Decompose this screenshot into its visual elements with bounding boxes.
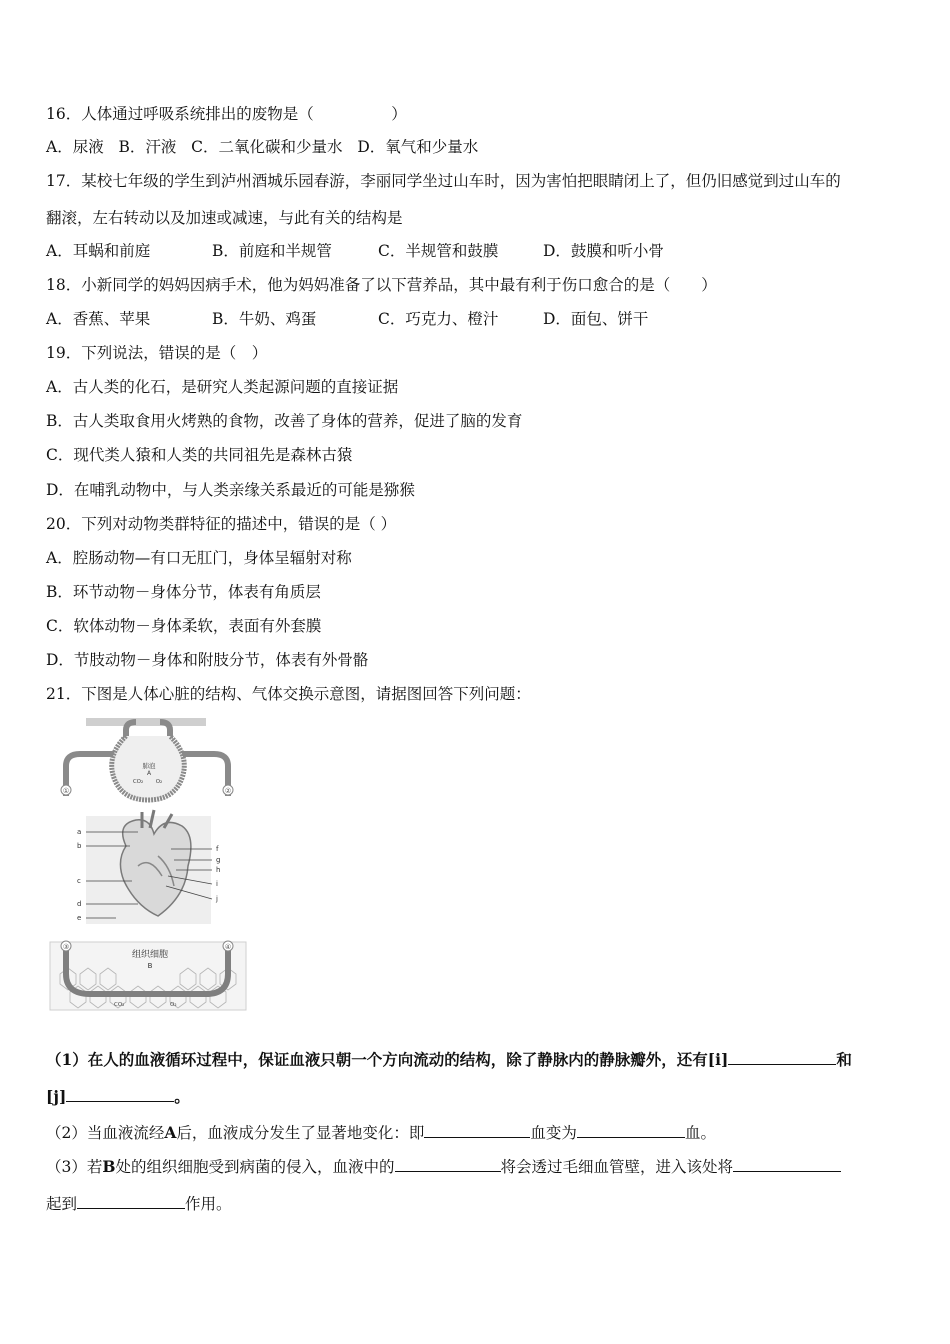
q21-sub3-mid1: 处的组织细胞受到病菌的侵入，血液中的	[115, 1158, 395, 1176]
alveolus-label: 肺泡	[142, 762, 156, 770]
circle-label-1-text: ①	[62, 787, 70, 795]
q21-stem: 21．下图是人体心脏的结构、气体交换示意图，请据图回答下列问题：	[46, 685, 531, 703]
q18-option-c[interactable]: C．巧克力、橙汁	[378, 310, 499, 328]
q21-sub3-blank-3[interactable]	[77, 1194, 185, 1209]
point-b-label: B	[147, 962, 153, 970]
q17-stem-line1: 17．某校七年级的学生到泸州酒城乐园春游，李丽同学坐过山车时，因为害怕把眼睛闭上了，但仍旧感觉到过山车的	[46, 172, 841, 190]
co2-label: CO₂	[132, 779, 144, 785]
heart-label-b: b	[77, 842, 82, 850]
q16-options	[46, 137, 478, 157]
q20-option-d[interactable]: D．节肢动物－身体和附肢分节，体表有外骨骼	[46, 651, 369, 669]
q21-sub2-mid1: 后，血液成分发生了显著地变化：即	[176, 1124, 425, 1142]
tissue-cell-label: 组织细胞	[131, 950, 169, 960]
alveolus-diagram	[61, 718, 233, 800]
heart-label-a: a	[77, 828, 82, 836]
circle-label-4-text: ④	[224, 943, 232, 951]
q19-stem: 19．下列说法，错误的是（ ）	[46, 344, 268, 362]
q21-sub3-prefix: （3）若	[46, 1158, 103, 1176]
q21-sub1-j-label: [j]	[46, 1087, 67, 1106]
q21-sub3-blank-1[interactable]	[395, 1157, 501, 1172]
tissue-o2-label: O₂	[170, 1002, 177, 1008]
q21-sub1-blank-i[interactable]	[728, 1050, 836, 1065]
heart-label-c: c	[77, 877, 81, 885]
tissue-diagram	[50, 941, 246, 1010]
q20-stem: 20．下列对动物类群特征的描述中，错误的是（ ）	[46, 515, 397, 533]
q18-stem: 18．小新同学的妈妈因病手术，他为妈妈准备了以下营养品，其中最有利于伤口愈合的是（ ）	[46, 276, 717, 294]
heart-label-g: g	[216, 856, 221, 864]
q16-option-a[interactable]: A．尿液	[46, 138, 104, 156]
q21-sub2	[46, 1123, 716, 1143]
q21-sub3-line2-prefix: 起到	[46, 1195, 78, 1213]
q21-sub3-b: B	[102, 1157, 116, 1176]
q21-sub2-mid2: 血变为	[530, 1124, 577, 1142]
q21-sub2-blank-1[interactable]	[424, 1123, 530, 1138]
q17-option-d[interactable]: D．鼓膜和听小骨	[543, 242, 664, 260]
heart-label-d: d	[77, 900, 82, 908]
heart-label-h: h	[216, 866, 221, 874]
q17-option-c[interactable]: C．半规管和鼓膜	[378, 242, 499, 260]
q17-option-b[interactable]: B．前庭和半规管	[212, 242, 332, 260]
q17-option-a[interactable]: A．耳蜗和前庭	[46, 242, 151, 260]
q21-sub3-line2	[46, 1194, 232, 1214]
q21-sub2-blank-2[interactable]	[577, 1123, 685, 1138]
q21-sub3-line1	[46, 1157, 841, 1177]
q21-sub1-line1	[46, 1050, 852, 1070]
q16-option-c[interactable]: C．二氧化碳和少量水	[191, 138, 343, 156]
q18-option-a[interactable]: A．香蕉、苹果	[46, 310, 151, 328]
q20-option-b[interactable]: B．环节动物－身体分节，体表有角质层	[46, 583, 321, 601]
tissue-co2-label: CO₂	[114, 1002, 125, 1008]
q21-sub1-end: 。	[174, 1087, 190, 1106]
q18-option-d[interactable]: D．面包、饼干	[543, 310, 649, 328]
circle-label-2-text: ②	[224, 787, 232, 795]
q16-option-b[interactable]: B．汗液	[118, 138, 177, 156]
q20-option-c[interactable]: C．软体动物－身体柔软，表面有外套膜	[46, 617, 322, 635]
q19-option-b[interactable]: B．古人类取食用火烤熟的食物，改善了身体的营养，促进了脑的发育	[46, 412, 523, 430]
q21-sub2-prefix: （2）当血液流经	[46, 1124, 165, 1142]
point-a-label: A	[146, 770, 152, 777]
q19-option-c[interactable]: C．现代类人猿和人类的共同祖先是森林古猿	[46, 446, 353, 464]
heart-label-i: i	[216, 880, 218, 888]
o2-label: O₂	[155, 779, 163, 785]
q21-sub3-mid2: 将会透过毛细血管壁，进入该处将	[500, 1158, 734, 1176]
circle-label-3-text: ③	[62, 943, 70, 951]
q17-stem-line2: 翻滚，左右转动以及加速或减速，与此有关的结构是	[46, 209, 403, 227]
q21-sub1-prefix: （1）在人的血液循环过程中，保证血液只朝一个方向流动的结构，除了静脉内的静脉瓣外，还有	[46, 1050, 708, 1069]
q20-option-a[interactable]: A．腔肠动物—有口无肛门，身体呈辐射对称	[46, 549, 352, 567]
q21-sub1-and: 和	[836, 1050, 852, 1069]
q19-option-a[interactable]: A．古人类的化石，是研究人类起源问题的直接证据	[46, 378, 399, 396]
heart-label-f: f	[216, 845, 219, 853]
q21-sub2-end: 血。	[684, 1124, 716, 1142]
q21-sub3-blank-2[interactable]	[733, 1157, 841, 1172]
q18-option-b[interactable]: B．牛奶、鸡蛋	[212, 310, 317, 328]
q21-sub3-line2-end: 作用。	[185, 1195, 232, 1213]
q16-option-d[interactable]: D．氧气和少量水	[357, 138, 479, 156]
q21-sub2-a: A	[164, 1123, 177, 1142]
q21-sub1-blank-j[interactable]	[66, 1087, 174, 1102]
q19-option-d[interactable]: D．在哺乳动物中，与人类亲缘关系最近的可能是猕猴	[46, 481, 415, 499]
heart-diagram	[77, 810, 220, 924]
heart-label-e: e	[77, 914, 82, 922]
q21-sub1-i-label: [i]	[707, 1050, 729, 1069]
q16-stem: 16．人体通过呼吸系统排出的废物是（ ）	[46, 105, 407, 123]
heart-label-j: j	[216, 895, 218, 903]
heart-circulation-figure	[46, 716, 250, 1012]
q21-sub1-line2	[46, 1087, 190, 1107]
